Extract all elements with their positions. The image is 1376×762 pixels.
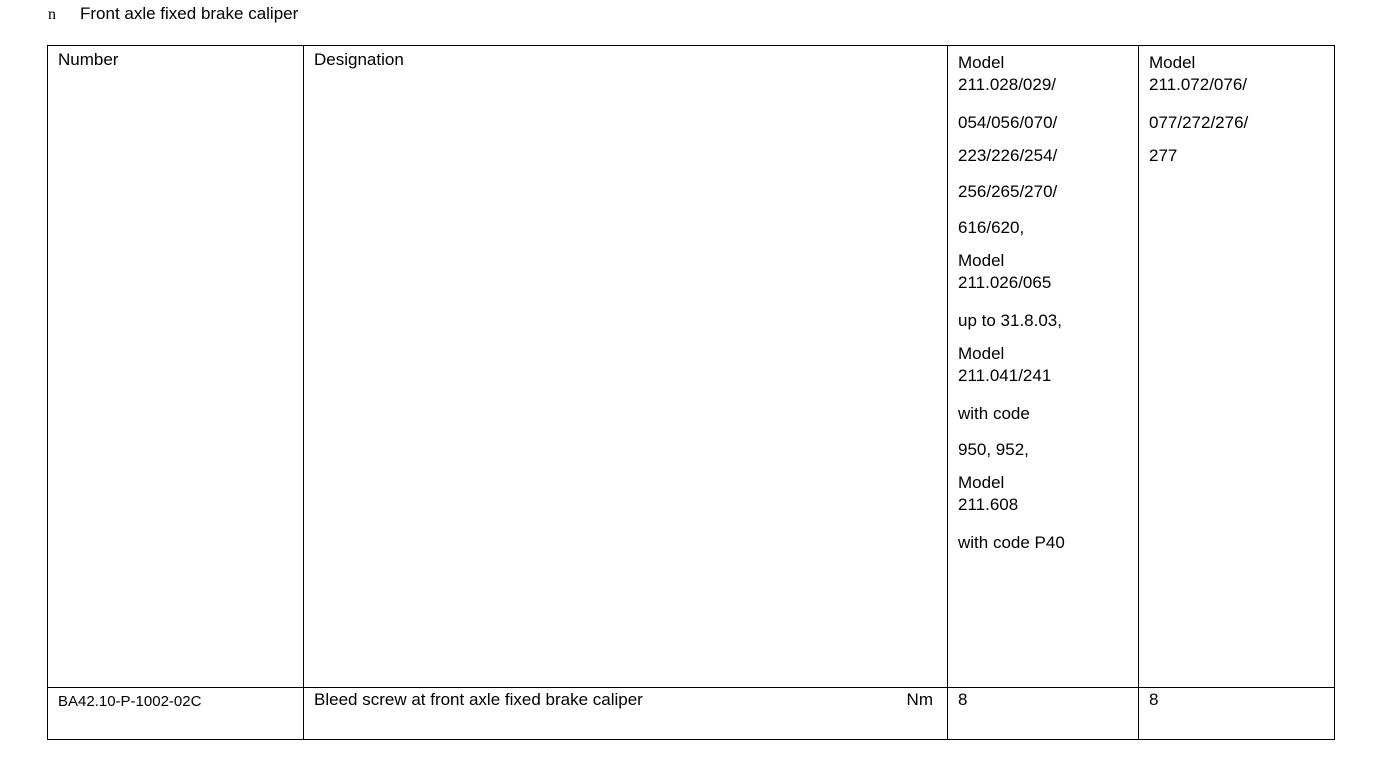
table-header-row bbox=[48, 46, 1335, 688]
model-line: 616/620, bbox=[958, 218, 1025, 237]
model-line: 077/272/276/ bbox=[1149, 113, 1249, 132]
header-designation: Designation bbox=[314, 50, 404, 69]
section-heading bbox=[48, 4, 298, 25]
section-title: Front axle fixed brake caliper bbox=[80, 4, 299, 23]
table-row bbox=[48, 688, 1335, 740]
model-line: 211.072/076/ bbox=[1149, 75, 1247, 94]
header-designation-cell bbox=[304, 46, 948, 688]
model-line: 223/226/254/ bbox=[958, 146, 1058, 165]
header-model-title-1: Model bbox=[958, 53, 1005, 72]
model-line: 277 bbox=[1149, 146, 1178, 165]
header-model-group-1 bbox=[948, 46, 1139, 688]
bullet-glyph: n bbox=[48, 6, 56, 23]
model-line: 211.028/029/ bbox=[958, 75, 1056, 94]
model-list-2 bbox=[1149, 73, 1324, 166]
part-designation: Bleed screw at front axle fixed brake caliper bbox=[314, 690, 643, 709]
model-line: with code P40 bbox=[958, 533, 1065, 552]
model-line: Model bbox=[958, 251, 1005, 270]
model-line: Model bbox=[958, 344, 1005, 363]
model-line: 256/265/270/ bbox=[958, 182, 1058, 201]
row-number-cell bbox=[48, 688, 304, 740]
row-designation-cell bbox=[304, 688, 948, 740]
torque-value-2: 8 bbox=[1149, 690, 1159, 709]
header-number: Number bbox=[58, 50, 119, 69]
header-model-title-2: Model bbox=[1149, 53, 1196, 72]
torque-unit: Nm bbox=[906, 690, 933, 709]
part-number: BA42.10-P-1002-02C bbox=[58, 693, 202, 710]
model-line: 211.026/065 bbox=[958, 273, 1052, 292]
model-list-1 bbox=[958, 73, 1128, 553]
model-line: 950, 952, bbox=[958, 440, 1029, 459]
header-model-group-2 bbox=[1139, 46, 1335, 688]
model-line: Model bbox=[958, 473, 1005, 492]
model-line: 211.608 bbox=[958, 495, 1019, 514]
model-line: up to 31.8.03, bbox=[958, 311, 1062, 330]
torque-value-1: 8 bbox=[958, 690, 968, 709]
model-line: 054/056/070/ bbox=[958, 113, 1058, 132]
torque-spec-table bbox=[47, 45, 1335, 740]
model-line: with code bbox=[958, 404, 1030, 423]
row-value-cell-1 bbox=[948, 688, 1139, 740]
model-line: 211.041/241 bbox=[958, 366, 1052, 385]
row-value-cell-2 bbox=[1139, 688, 1335, 740]
header-number-cell bbox=[48, 46, 304, 688]
